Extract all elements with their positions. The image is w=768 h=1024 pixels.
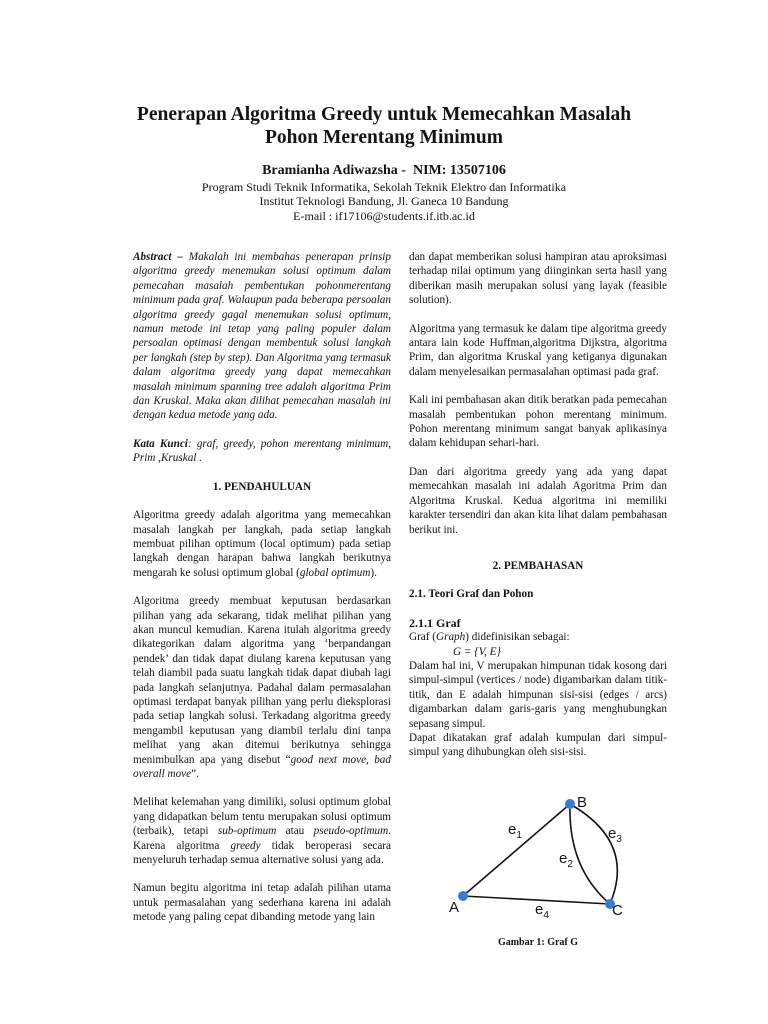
abstract-label: Abstract – [133,251,183,263]
title-line-2: Pohon Merentang Minimum [265,127,503,148]
graph-figure [430,790,680,930]
section-1-paragraph-2: Algoritma greedy membuat keputusan berdasarkan pilihan yang ada sekarang, tidak melihat pilihan yang akan muncul kemudian. Karena itulah algoritma greedy dikategorikan dalam algoritma yang ‘berpandangan pendek’ dan tidak dapat diulang karena keputusan yang telah diambil pada suatu langkah tidak dapat diubah lagi pada langkah selanjutnya. Padahal dalam permasalahan optimasi terdapat banyak pilihan yang perlu dieksplorasi pada setiap langkah solusi. Terkadang algoritma greedy mengambil keputusan yang diambil terlalu dini tanpa melihat yang akan ditemui berikutnya sehingga menimbulkan apa yang disebut “good next move, bad overall move”. [133,595,391,780]
node-label-b: B [577,794,588,811]
edge-label-e4: $e_4$ [535,901,549,921]
affiliation-email: E-mail : if17106@students.if.itb.ac.id [293,208,475,223]
keywords-label: Kata Kunci [133,437,188,450]
section-2-heading: 2. PEMBAHASAN [492,559,584,572]
keywords-text: : graf, greedy, pohon merentang minimum, Prim ,Kruskal . [133,437,391,465]
edge-e1 [463,804,570,896]
figure-caption: Gambar 1: Graf G [497,937,579,948]
section-2-paragraph-2: Dapat dikatakan graf adalah kumpulan dari simpul-simpul yang dihubungkan oleh sisi-sisi. [409,731,667,759]
abstract-text: Makalah ini membahas penerapan prinsip algoritma greedy menemukan solusi optimum dalam pemecahan masalah pembentukan pohonmerentang minimum pada graf. Walaupun pada beberapa persoalan algoritma greedy gagal menemukan solusi optimum, namun metode ini tetap yang paling populer dalam persoalan optimasi dengan membentuk solusi langkah per langkah (step by step). Dan Algoritma yang termasuk dalam algoritma greedy yang dapat memecahkan masalah minimum spanning tree adalah algoritma Prim dan Kruskal. Maka akan dilihat pemecahan masalah ini dengan kedua metode yang ada. [133,251,391,422]
intro-paragraph-1: dan dapat memberikan solusi hampiran atau aproksimasi terhadap nilai optimum yang diinginkan serta hasil yang diberikan masih merupakan solusi yang layak (feasible solution). [409,251,667,307]
title-line-1: Penerapan Algoritma Greedy untuk Memecahkan Masalah [136,104,632,125]
section-1-paragraph-4: Namun begitu algoritma ini tetap adalah pilihan utama untuk permasalahan yang sederhana karena ini adalah metode yang paling cepat dibanding metode yang lain [133,882,391,924]
intro-paragraph-4: Dan dari algoritma greedy yang ada yang dapat memecahkan masalah ini adalah Agoritma Prim dan Algoritma Kruskal. Kedua algoritma ini memiliki karakter tersendiri dan akan kita lihat dalam pembahasan berikut ini. [409,465,667,536]
node-label-a: A [449,899,460,916]
affiliation-line-1: Program Studi Teknik Informatika, Sekolah Teknik Elektro dan Informatika [201,180,567,194]
graph-definition: Graf (Graph) didefinisikan sebagai: [409,631,570,644]
section-1-paragraph-3: Melihat kelemahan yang dimiliki, solusi optimum global yang didapatkan belum tentu merupakan solusi optimum (terbaik), tetapi sub-optimum atau pseudo-optimum. Karena algoritma greedy tidak beroperasi secara menyeluruh terhadap semua alternative solusi yang ada. [133,796,391,867]
affiliation-line-2: Institut Teknologi Bandung, Jl. Ganeca 10 Bandung [259,194,509,209]
section-1-heading: 1. PENDAHULUAN [212,480,312,493]
intro-paragraph-2: Algoritma yang termasuk ke dalam tipe algoritma greedy antara lain kode Huffman,algoritma Dijkstra, algoritma Prim, dan algoritma Kruskal yang ketiganya digunakan dalam menyelesaikan permasalahan optimasi pada graf. [409,322,667,378]
subsection-2-1-1-heading: 2.1.1 Graf [409,615,461,630]
subsection-2-1-heading: 2.1. Teori Graf dan Pohon [409,588,534,601]
abstract [133,250,391,423]
right-column [409,250,667,760]
section-2-paragraph-1: Dalam hal ini, V merupakan himpunan tidak kosong dari simpul-simpul (vertices / node) digambarkan dalam titik-titik, dan E adalah himpunan sisi-sisi (edges / arcs) digambarkan dalam garis-garis yang menghubungkan sepasang simpul. [409,659,667,730]
keywords [133,437,391,466]
affiliation [80,180,688,223]
section-1-paragraph-1: Algoritma greedy adalah algoritma yang memecahkan masalah langkah per langkah, pada setiap langkah membuat pilihan optimum (local optimum) pada setiap langkah dengan harapan bahwa langkah berikutnya mengarah ke solusi optimum global (global optimum). [133,509,391,579]
edge-label-e2: $e_2$ [559,850,573,870]
node-a [458,891,468,901]
graph-diagram [430,790,680,930]
node-b [565,799,575,809]
paper-title [80,103,688,149]
edge-label-e1: $e_1$ [508,821,522,841]
author-line: Bramianha Adiwazsha - NIM: 13507106 [262,163,506,178]
graph-formula: G = {V, E} [453,645,501,658]
intro-paragraph-3: Kali ini pembahasan akan ditik beratkan pada pemecahan masalah pembentukan pohon merentang minimum. Pohon merentang minimum sangat banyak aplikasinya dalam kehidupan sehari-hari. [409,394,667,450]
edge-label-e3: $e_3$ [608,825,622,845]
node-label-c: C [612,902,623,919]
edge-e2 [570,804,610,904]
left-column [133,250,391,925]
